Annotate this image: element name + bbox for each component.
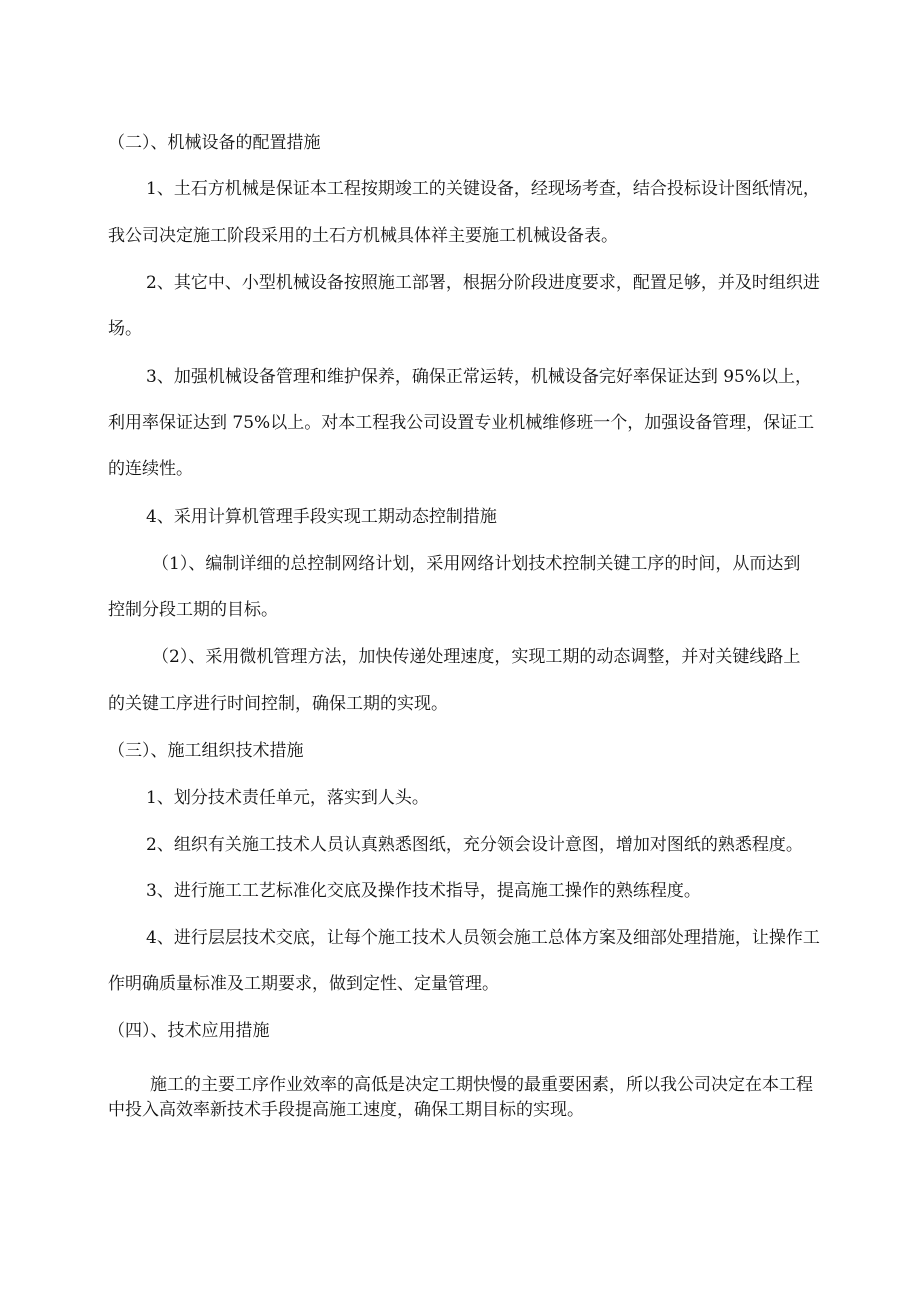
section-2-heading: （二）、机械设备的配置措施 bbox=[108, 133, 321, 153]
section-2-item-2-line-1: 2、其它中、小型机械设备按照施工部署，根据分阶段进度要求，配置足够，并及时组织进 bbox=[146, 273, 820, 293]
section-2-sub-1-line-1: （1）、编制详细的总控制网络计划，采用网络计划技术控制关键工序的时间，从而达到 bbox=[152, 554, 801, 574]
section-2-item-3-line-3: 的连续性。 bbox=[108, 459, 193, 479]
section-2-item-1-line-2: 我公司决定施工阶段采用的土石方机械具体祥主要施工机械设备表。 bbox=[108, 226, 618, 246]
section-2-item-4: 4、采用计算机管理手段实现工期动态控制措施 bbox=[146, 507, 497, 527]
section-3-item-4-line-2: 作明确质量标准及工期要求，做到定性、定量管理。 bbox=[108, 974, 499, 994]
section-2-item-2-line-2: 场。 bbox=[108, 319, 142, 339]
section-2-sub-2-line-2: 的关键工序进行时间控制，确保工期的实现。 bbox=[108, 694, 448, 714]
section-3-item-2: 2、组织有关施工技术人员认真熟悉图纸，充分领会设计意图，增加对图纸的熟悉程度。 bbox=[146, 835, 803, 855]
section-4-para-line-1: 施工的主要工序作业效率的高低是决定工期快慢的最重要困素，所以我公司决定在本工程 bbox=[150, 1075, 813, 1095]
section-3-heading: （三）、施工组织技术措施 bbox=[108, 741, 304, 761]
section-3-item-4-line-1: 4、进行层层技术交底，让每个施工技术人员领会施工总体方案及细部处理措施，让操作工 bbox=[146, 928, 820, 948]
section-2-item-3-line-2: 利用率保证达到 75%以上。对本工程我公司设置专业机械维修班一个，加强设备管理，保证工 bbox=[108, 413, 815, 433]
section-3-item-3: 3、进行施工工艺标准化交底及操作技术指导，提高施工操作的熟练程度。 bbox=[146, 881, 701, 901]
section-2-sub-1-line-2: 控制分段工期的目标。 bbox=[108, 600, 278, 620]
section-2-item-1-line-1: 1、土石方机械是保证本工程按期竣工的关键设备，经现场考查，结合投标设计图纸情况， bbox=[146, 179, 820, 199]
section-3-item-1: 1、划分技术责任单元，落实到人头。 bbox=[146, 788, 429, 808]
section-2-sub-2-line-1: （2）、采用微机管理方法，加快传递处理速度，实现工期的动态调整，并对关键线路上 bbox=[152, 647, 801, 667]
section-4-heading: （四）、技术应用措施 bbox=[108, 1021, 270, 1041]
section-4-para-line-2: 中投入高效率新技术手段提高施工速度，确保工期目标的实现。 bbox=[108, 1100, 584, 1120]
section-2-item-3-line-1: 3、加强机械设备管理和维护保养，确保正常运转，机械设备完好率保证达到 95%以上， bbox=[146, 367, 813, 387]
